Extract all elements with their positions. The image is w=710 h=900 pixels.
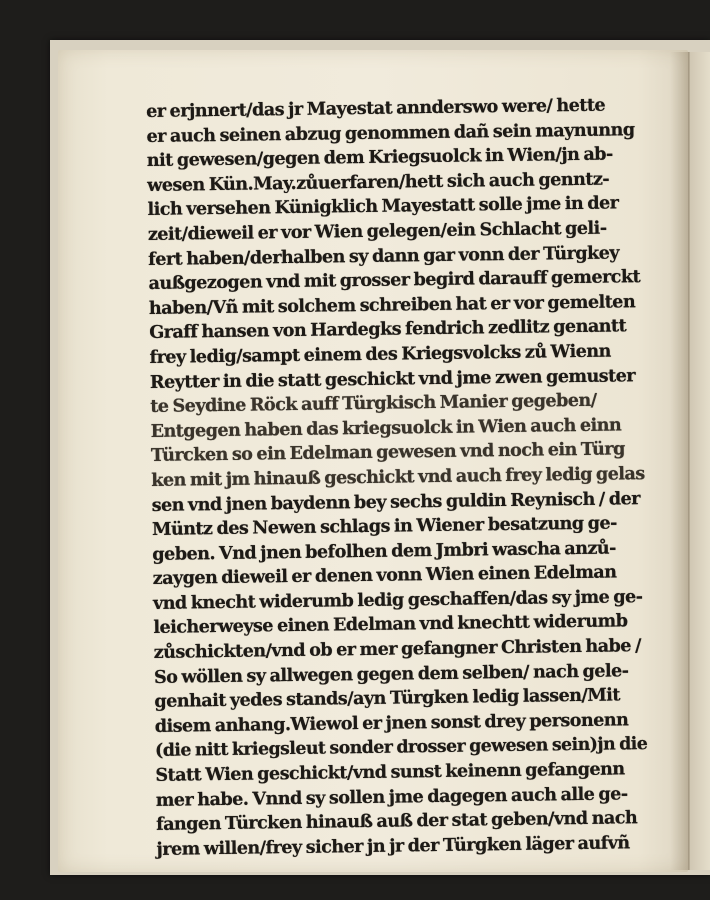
text-line: zaygen dieweil er denen vonn Wien einen Edelman: [152, 561, 617, 590]
text-line: haben/Vñ mit solchem schreiben hat er vor gemelten: [148, 290, 636, 319]
text-line: genhait yedes stands/ayn Türgken ledig lassen/Mit: [154, 684, 621, 713]
text-line: So wöllen sy allwegen gegen dem selben/ nach gele-: [153, 659, 629, 688]
text-line: er erjnnert/das jr Mayestat annderswo were/ hette: [146, 94, 606, 122]
text-line: sen vnd jnen baydenn bey sechs guldin Reynisch / der: [151, 487, 641, 516]
text-line: te Seydine Röck auff Türgkisch Manier gegeben/: [150, 389, 597, 418]
text-line: disem anhang.Wiewol er jnen sonst drey personenn: [154, 709, 629, 737]
text-line: zůschickten/vnd ob er mer gefangner Christen habe /: [153, 635, 642, 664]
gutter-shadow: [670, 52, 690, 870]
text-line: Statt Wien geschickt/vnd sunst keinenn gefangenn: [155, 758, 625, 786]
text-line: Türcken so ein Edelman gewesen vnd noch ein Türg: [150, 438, 625, 467]
text-line: (die nitt kriegsleut sonder drosser gewesen sein)jn die: [154, 734, 648, 762]
text-line: außgezogen vnd mit grosser begird darauff gemerckt: [148, 266, 641, 295]
page-text: [146, 93, 652, 862]
text-line: nit gewesen/gegen dem Kriegsuolck in Wien/jn ab-: [146, 143, 613, 172]
text-line: fert haben/derhalben sy dann gar vonn der Türgkey: [148, 241, 620, 270]
text-line: Reytter in die statt geschickt vnd jme zwen gemuster: [149, 364, 636, 393]
text-line: geben. Vnd jnen befolhen dem Jmbri wascha anzů-: [152, 537, 616, 565]
text-line: Graff hansen von Hardegks fendrich zedlitz genantt: [149, 315, 627, 344]
text-line: fangen Türcken hinauß auß der stat geben/vnd nach: [155, 807, 638, 836]
text-line: frey ledig/sampt einem des Kriegsvolcks zů Wienn: [149, 340, 611, 368]
text-line: lich versehen Künigklich Mayestatt solle jme in der: [147, 192, 619, 221]
text-line: zeit/dieweil er vor Wien gelegen/ein Schlacht geli-: [147, 217, 607, 245]
text-line: er auch seinen abzug genommen dañ sein maynunng: [146, 118, 635, 147]
text-line: Müntz des Newen schlags in Wiener besatzung ge-: [151, 512, 617, 541]
text-line: mer habe. Vnnd sy sollen jme dagegen auch alle ge-: [155, 782, 628, 811]
text-line: vnd knecht widerumb ledig geschaffen/das sy jme ge-: [152, 585, 643, 614]
text-line: leicherweyse einen Edelman vnd knechtt widerumb: [153, 610, 628, 639]
facing-page-edge: [688, 52, 710, 870]
text-line: Entgegen haben das kriegsuolck in Wien auch einn: [150, 414, 622, 442]
text-line: wesen Kün.May.zůuerfaren/hett sich auch genntz-: [147, 168, 610, 196]
text-line: jrem willen/frey sicher jn jr der Türgken läger aufvñ: [156, 832, 630, 860]
text-line: ken mit jm hinauß geschickt vnd auch frey ledig gelas: [151, 462, 645, 491]
